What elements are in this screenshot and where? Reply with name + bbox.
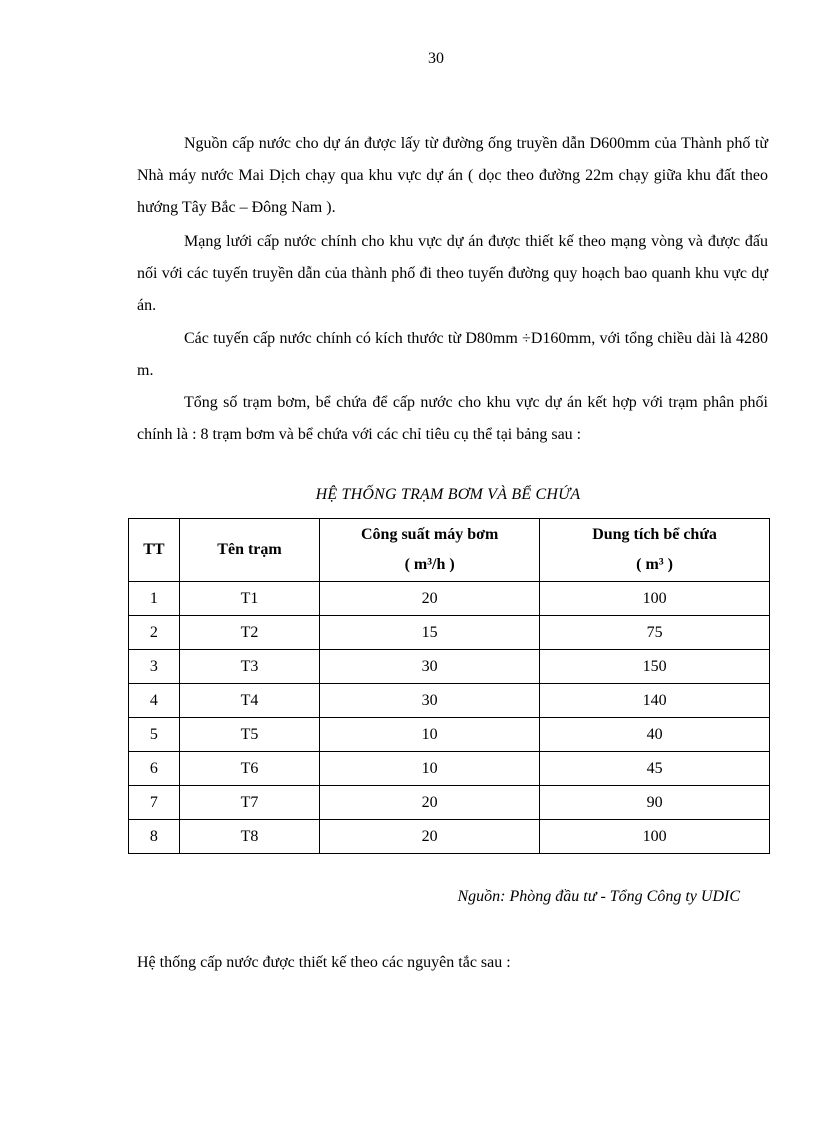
table-row <box>129 650 770 684</box>
cell-station-name: T4 <box>179 684 319 718</box>
header-tank-volume <box>540 519 770 582</box>
cell-tt: 1 <box>129 582 180 616</box>
header-pump-capacity-unit: ( m³/h ) <box>404 556 455 573</box>
cell-tank-volume: 100 <box>540 582 770 616</box>
cell-tt: 3 <box>129 650 180 684</box>
header-tt: TT <box>129 519 180 582</box>
cell-pump-capacity: 20 <box>320 820 540 854</box>
cell-station-name: T6 <box>179 752 319 786</box>
table-row <box>129 820 770 854</box>
cell-tt: 7 <box>129 786 180 820</box>
cell-station-name: T1 <box>179 582 319 616</box>
paragraph-stations-summary: Tổng số trạm bơm, bể chứa để cấp nước cho khu vực dự án kết hợp với trạm phân phối chính là : 8 trạm bơm và bể chứa với các chỉ tiêu cụ thể tại bảng sau : <box>137 394 768 443</box>
paragraph-water-source: Nguồn cấp nước cho dự án được lấy từ đường ống truyền dẫn D600mm của Thành phố từ Nhà máy nước Mai Dịch chạy qua khu vực dự án ( dọc theo đường 22m chạy giữa khu đất theo hướng Tây Bắc – Đông Nam ). <box>137 135 768 216</box>
cell-tank-volume: 45 <box>540 752 770 786</box>
page-number: 30 <box>428 50 444 67</box>
cell-station-name: T7 <box>179 786 319 820</box>
table-row <box>129 582 770 616</box>
table-row <box>129 684 770 718</box>
table-header-row <box>129 519 770 582</box>
stations-table <box>128 518 770 854</box>
cell-tt: 4 <box>129 684 180 718</box>
cell-pump-capacity: 10 <box>320 752 540 786</box>
header-tank-volume-label: Dung tích bể chứa <box>592 526 717 543</box>
cell-tank-volume: 140 <box>540 684 770 718</box>
cell-tt: 2 <box>129 616 180 650</box>
table-source-note: Nguồn: Phòng đầu tư - Tổng Công ty UDIC <box>457 888 740 905</box>
cell-station-name: T5 <box>179 718 319 752</box>
table-title: HỆ THỐNG TRẠM BƠM VÀ BỂ CHỨA <box>315 486 581 503</box>
paragraph-network: Mạng lưới cấp nước chính cho khu vực dự án được thiết kế theo mạng vòng và được đấu nối với các tuyến truyền dẫn của thành phố đi theo tuyến đường quy hoạch bao quanh khu vực dự án. <box>137 233 768 314</box>
cell-tt: 8 <box>129 820 180 854</box>
header-tank-volume-unit: ( m³ ) <box>636 556 673 573</box>
table-row <box>129 616 770 650</box>
table-row <box>129 752 770 786</box>
cell-pump-capacity: 30 <box>320 684 540 718</box>
cell-tank-volume: 150 <box>540 650 770 684</box>
cell-pump-capacity: 30 <box>320 650 540 684</box>
cell-pump-capacity: 20 <box>320 582 540 616</box>
cell-station-name: T8 <box>179 820 319 854</box>
cell-tank-volume: 100 <box>540 820 770 854</box>
cell-station-name: T2 <box>179 616 319 650</box>
cell-tank-volume: 75 <box>540 616 770 650</box>
header-pump-capacity <box>320 519 540 582</box>
cell-tank-volume: 40 <box>540 718 770 752</box>
header-pump-capacity-label: Công suất máy bơm <box>361 526 499 543</box>
cell-tt: 5 <box>129 718 180 752</box>
header-station-name: Tên trạm <box>179 519 319 582</box>
paragraph-pipe-sizes: Các tuyến cấp nước chính có kích thước từ D80mm ÷D160mm, với tổng chiều dài là 4280 m. <box>137 330 768 379</box>
cell-pump-capacity: 15 <box>320 616 540 650</box>
cell-station-name: T3 <box>179 650 319 684</box>
cell-tt: 6 <box>129 752 180 786</box>
table-row <box>129 718 770 752</box>
cell-tank-volume: 90 <box>540 786 770 820</box>
closing-sentence: Hệ thống cấp nước được thiết kế theo các nguyên tắc sau : <box>137 954 511 971</box>
cell-pump-capacity: 10 <box>320 718 540 752</box>
cell-pump-capacity: 20 <box>320 786 540 820</box>
table-row <box>129 786 770 820</box>
